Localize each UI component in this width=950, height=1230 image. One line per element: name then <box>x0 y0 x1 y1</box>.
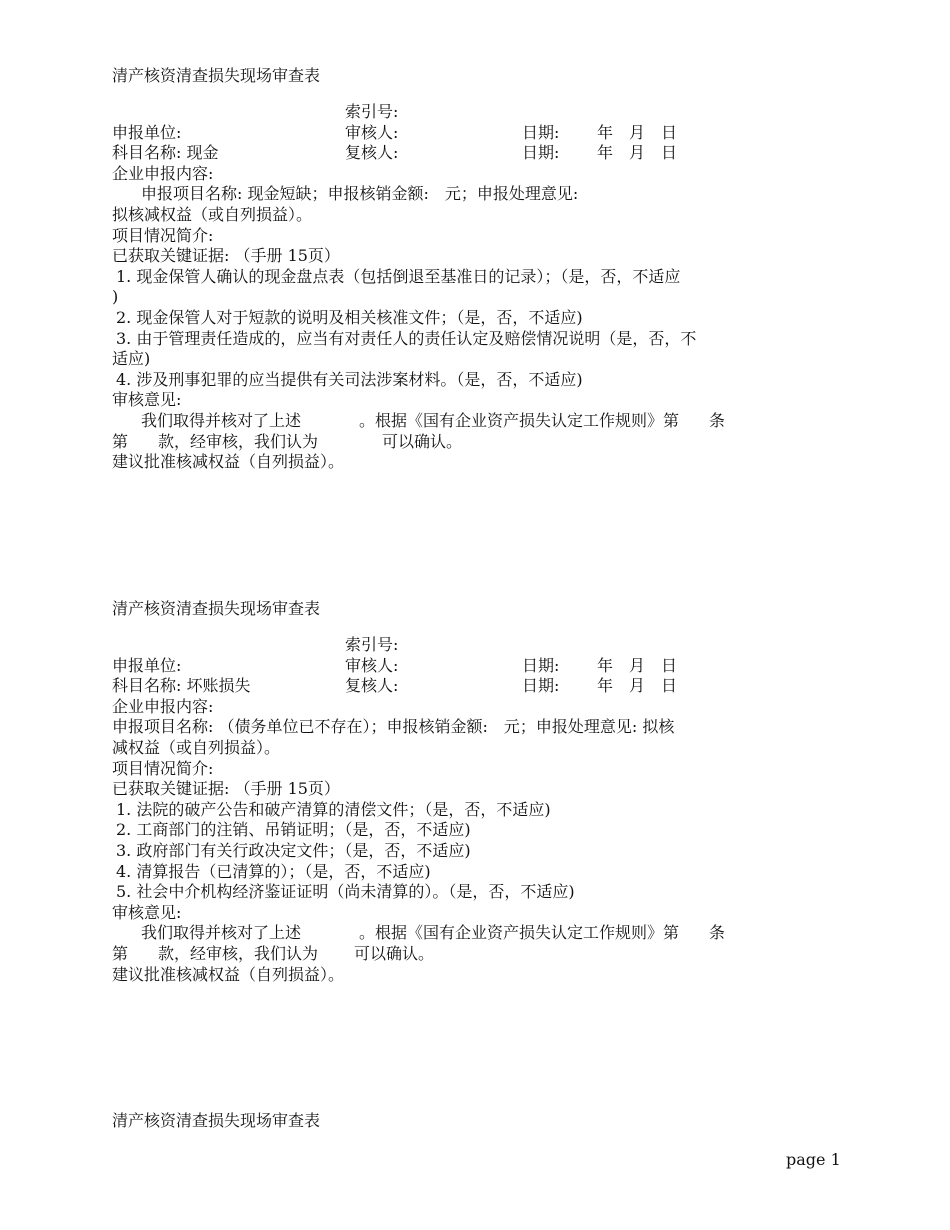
opinion-text: 款，经审核，我们认为 <box>158 943 319 963</box>
opinion-line <box>112 432 812 453</box>
review-form-third <box>112 1109 812 1133</box>
date-ymd: 年 月 日 <box>597 676 678 696</box>
opinion-label: 审核意见: <box>112 902 182 922</box>
unit-label: 申报单位: <box>112 655 182 675</box>
reviewer-label: 审核人: <box>345 655 399 675</box>
opinion-text: 条 <box>709 923 726 943</box>
subject-row <box>112 143 812 164</box>
opinion-line: 建议批准核减权益（自列损益）。 <box>112 964 345 984</box>
opinion-line <box>112 411 812 432</box>
form-title: 清产核资清查损失现场审查表 <box>112 599 321 618</box>
enterprise-content-label: 企业申报内容: <box>112 163 214 183</box>
brief-label: 项目情况简介: <box>112 225 214 245</box>
evidence-title: 已获取关键证据: （手册 15页） <box>112 779 340 799</box>
opinion-text: 我们取得并核对了上述 <box>141 410 302 430</box>
opinion-text: 第 <box>112 431 129 451</box>
date-ymd: 年 月 日 <box>597 122 678 142</box>
unit-row <box>112 123 812 144</box>
evidence-item: 3. 政府部门有关行政决定文件；（是，否，不适应) <box>116 840 471 860</box>
index-row <box>112 635 812 656</box>
evidence-item: 5. 社会中介机构经济鉴证证明（尚未清算的）。（是，否，不适应) <box>116 882 575 902</box>
opinion-text: 可以确认。 <box>382 431 463 451</box>
rechecker-label: 复核人: <box>345 143 399 163</box>
subject-row <box>112 676 812 697</box>
opinion-text: 我们取得并核对了上述 <box>141 923 302 943</box>
evidence-item: 1. 现金保管人确认的现金盘点表（包括倒退至基准日的记录）；（是，否，不适应 <box>116 266 681 286</box>
evidence-title: 已获取关键证据: （手册 15页） <box>112 246 340 266</box>
review-form-cash <box>112 64 812 473</box>
opinion-text: 。根据《国有企业资产损失认定工作规则》第 <box>359 923 680 943</box>
evidence-item: 4. 涉及刑事犯罪的应当提供有关司法涉案材料。（是，否，不适应) <box>116 369 583 389</box>
content-line: 申报项目名称: 现金短缺；申报核销金额: 元；申报处理意见: <box>141 184 579 204</box>
reviewer-label: 审核人: <box>345 122 399 142</box>
form-title: 清产核资清查损失现场审查表 <box>112 1111 321 1130</box>
opinion-text: 款，经审核，我们认为 <box>158 431 319 451</box>
enterprise-content-label: 企业申报内容: <box>112 696 214 716</box>
opinion-line <box>112 944 812 965</box>
review-form-bad-debt <box>112 597 812 985</box>
content-line: 减权益（或自列损益）。 <box>112 737 281 757</box>
subject-label: 科目名称: 坏账损失 <box>112 676 251 696</box>
opinion-text: 条 <box>709 410 726 430</box>
evidence-item-cont: ) <box>112 287 119 307</box>
opinion-text: 可以确认。 <box>354 943 435 963</box>
index-row <box>112 102 812 123</box>
date-ymd: 年 月 日 <box>597 143 678 163</box>
evidence-item: 2. 现金保管人对于短款的说明及相关核准文件；（是，否，不适应) <box>116 307 583 327</box>
date-label: 日期: <box>522 122 560 142</box>
date-label: 日期: <box>522 676 560 696</box>
brief-label: 项目情况简介: <box>112 758 214 778</box>
opinion-text: 。根据《国有企业资产损失认定工作规则》第 <box>359 410 680 430</box>
date-label: 日期: <box>522 143 560 163</box>
evidence-item-cont: 适应) <box>112 349 151 369</box>
content-line: 拟核减权益（或自列损益）。 <box>112 204 313 224</box>
opinion-text: 第 <box>112 943 129 963</box>
index-label: 索引号: <box>345 635 399 654</box>
date-label: 日期: <box>522 655 560 675</box>
form-title: 清产核资清查损失现场审查表 <box>112 66 321 85</box>
opinion-line <box>112 923 812 944</box>
unit-label: 申报单位: <box>112 122 182 142</box>
opinion-line: 建议批准核减权益（自列损益）。 <box>112 452 345 472</box>
rechecker-label: 复核人: <box>345 676 399 696</box>
page-number: page 1 <box>786 1150 841 1169</box>
evidence-item: 1. 法院的破产公告和破产清算的清偿文件；（是，否，不适应) <box>116 799 551 819</box>
subject-label: 科目名称: 现金 <box>112 143 219 163</box>
date-ymd: 年 月 日 <box>597 655 678 675</box>
evidence-item: 4. 清算报告（已清算的）；（是，否，不适应) <box>116 861 431 881</box>
evidence-item: 3. 由于管理责任造成的，应当有对责任人的责任认定及赔偿情况说明（是，否，不 <box>116 328 697 348</box>
evidence-item: 2. 工商部门的注销、吊销证明；（是，否，不适应) <box>116 820 471 840</box>
unit-row <box>112 656 812 677</box>
index-label: 索引号: <box>345 102 399 121</box>
opinion-label: 审核意见: <box>112 390 182 410</box>
content-line: 申报项目名称: （债务单位已不存在）；申报核销金额: 元；申报处理意见: 拟核 <box>112 717 675 737</box>
